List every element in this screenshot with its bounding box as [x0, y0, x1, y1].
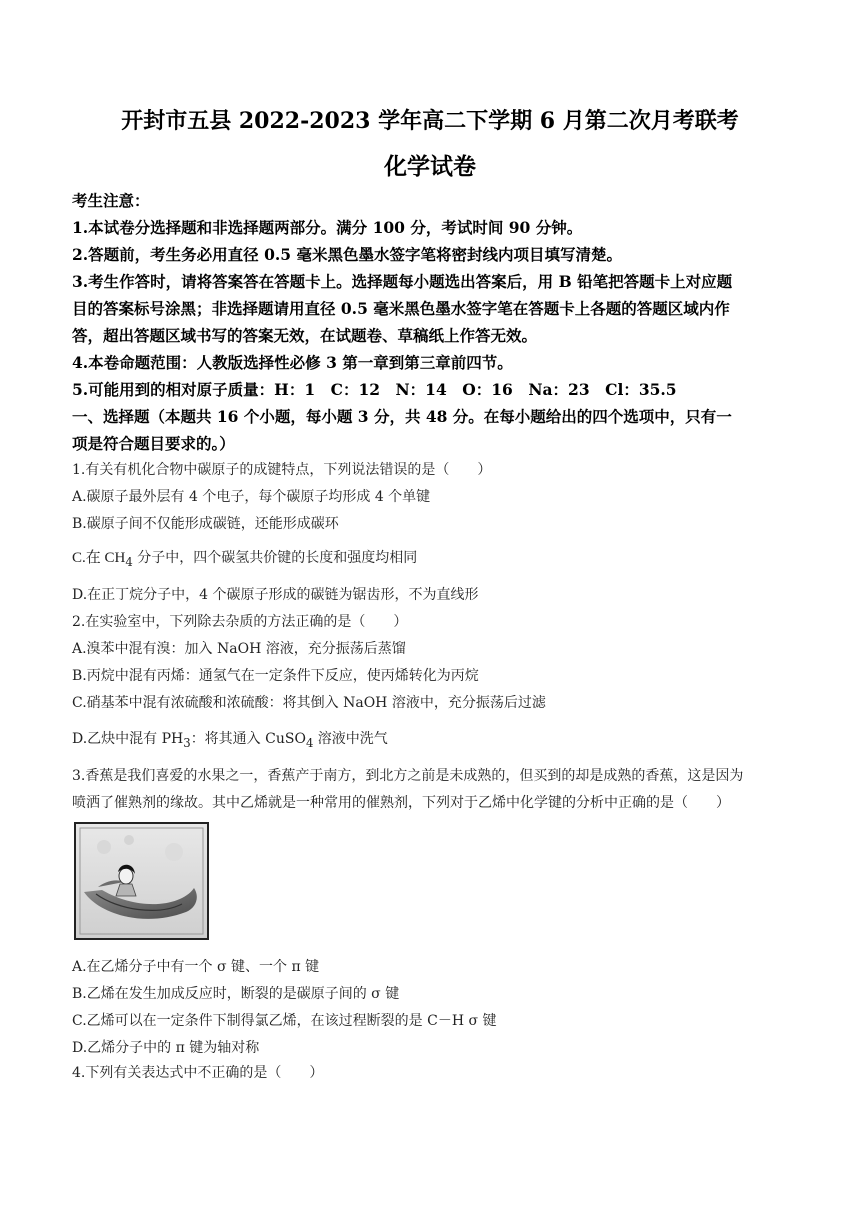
option-d-prefix: D.乙炔中混有 PH [72, 731, 184, 747]
exam-subtitle: 化学试卷 [384, 153, 476, 180]
notice-item-3-line-2: 目的答案标号涂黑；非选择题请用直径 0.5 毫米黑色墨水签字笔在答题卡上各题的答题区域内作 [72, 299, 730, 318]
section-heading-line-1: 一、选择题（本题共 16 个小题，每小题 3 分，共 48 分。在每小题给出的四个选项中，只有一 [72, 407, 732, 426]
notice-item-1: 1.本试卷分选择题和非选择题两部分。满分 100 分，考试时间 90 分钟。 [72, 218, 583, 237]
option-d-subscript-1: 3 [183, 735, 191, 750]
banana-illustration [74, 822, 209, 940]
question-3-option-b: B.乙烯在发生加成反应时，断裂的是碳原子间的 σ 键 [72, 986, 400, 1002]
question-3-stem-line-2: 喷洒了催熟剂的缘故。其中乙烯就是一种常用的催熟剂，下列对于乙烯中化学键的分析中正确的是（ ） [72, 795, 730, 811]
section-heading-line-2: 项是符合题目要求的。） [72, 434, 235, 453]
exam-title: 开封市五县 2022-2023 学年高二下学期 6 月第二次月考联考 [121, 108, 739, 134]
question-3-stem-line-1: 3.香蕉是我们喜爱的水果之一，香蕉产于南方，到北方之前是未成熟的，但买到的却是成熟的香蕉，这是因为 [72, 768, 744, 784]
question-3-option-c: C.乙烯可以在一定条件下制得氯乙烯，在该过程断裂的是 C－H σ 键 [72, 1013, 497, 1029]
question-2-option-b: B.丙烷中混有丙烯：通氢气在一定条件下反应，使丙烯转化为丙烷 [72, 668, 479, 684]
notice-item-3-line-3: 答，超出答题区域书写的答案无效，在试题卷、草稿纸上作答无效。 [72, 326, 538, 345]
question-3-option-a: A.在乙烯分子中有一个 σ 键、一个 π 键 [72, 959, 320, 975]
option-d-suffix: 溶液中洗气 [313, 731, 388, 747]
question-2-stem: 2.在实验室中，下列除去杂质的方法正确的是（ ） [72, 614, 408, 630]
option-c-prefix: C.在 CH [72, 550, 126, 566]
option-c-subscript: 4 [125, 554, 133, 569]
question-2-option-a: A.溴苯中混有溴：加入 NaOH 溶液，充分振荡后蒸馏 [72, 641, 406, 657]
option-d-middle: ：将其通入 CuSO [190, 731, 306, 747]
question-1-stem: 1.有关有机化合物中碳原子的成键特点，下列说法错误的是（ ） [72, 462, 492, 478]
option-c-suffix: 分子中，四个碳氢共价键的长度和强度均相同 [132, 550, 418, 566]
question-2-option-c: C.硝基苯中混有浓硫酸和浓硫酸：将其倒入 NaOH 溶液中，充分振荡后过滤 [72, 695, 546, 711]
notice-item-3-line-1: 3.考生作答时，请将答案答在答题卡上。选择题每小题选出答案后，用 B 铅笔把答题卡上对应题 [72, 272, 733, 291]
option-d-subscript-2: 4 [305, 735, 314, 750]
question-1-option-d: D.在正丁烷分子中，4 个碳原子形成的碳链为锯齿形，不为直线形 [72, 587, 479, 603]
question-1-option-c [72, 546, 792, 569]
notice-item-2: 2.答题前，考生务必用直径 0.5 毫米黑色墨水签字笔将密封线内项目填写清楚。 [72, 245, 622, 264]
notice-item-5: 5.可能用到的相对原子质量：H：1 C：12 N：14 O：16 Na：23 Cl：35.5 [72, 380, 677, 399]
question-4-stem: 4.下列有关表达式中不正确的是（ ） [72, 1065, 324, 1081]
notice-heading: 考生注意： [72, 191, 150, 210]
notice-item-4: 4.本卷命题范围：人教版选择性必修 3 第一章到第三章前四节。 [72, 353, 513, 372]
question-2-option-d [72, 728, 792, 750]
question-3-option-d: D.乙烯分子中的 π 键为轴对称 [72, 1040, 260, 1056]
question-1-option-b: B.碳原子间不仅能形成碳链，还能形成碳环 [72, 516, 339, 532]
question-1-option-a: A.碳原子最外层有 4 个电子，每个碳原子均形成 4 个单键 [72, 489, 431, 505]
